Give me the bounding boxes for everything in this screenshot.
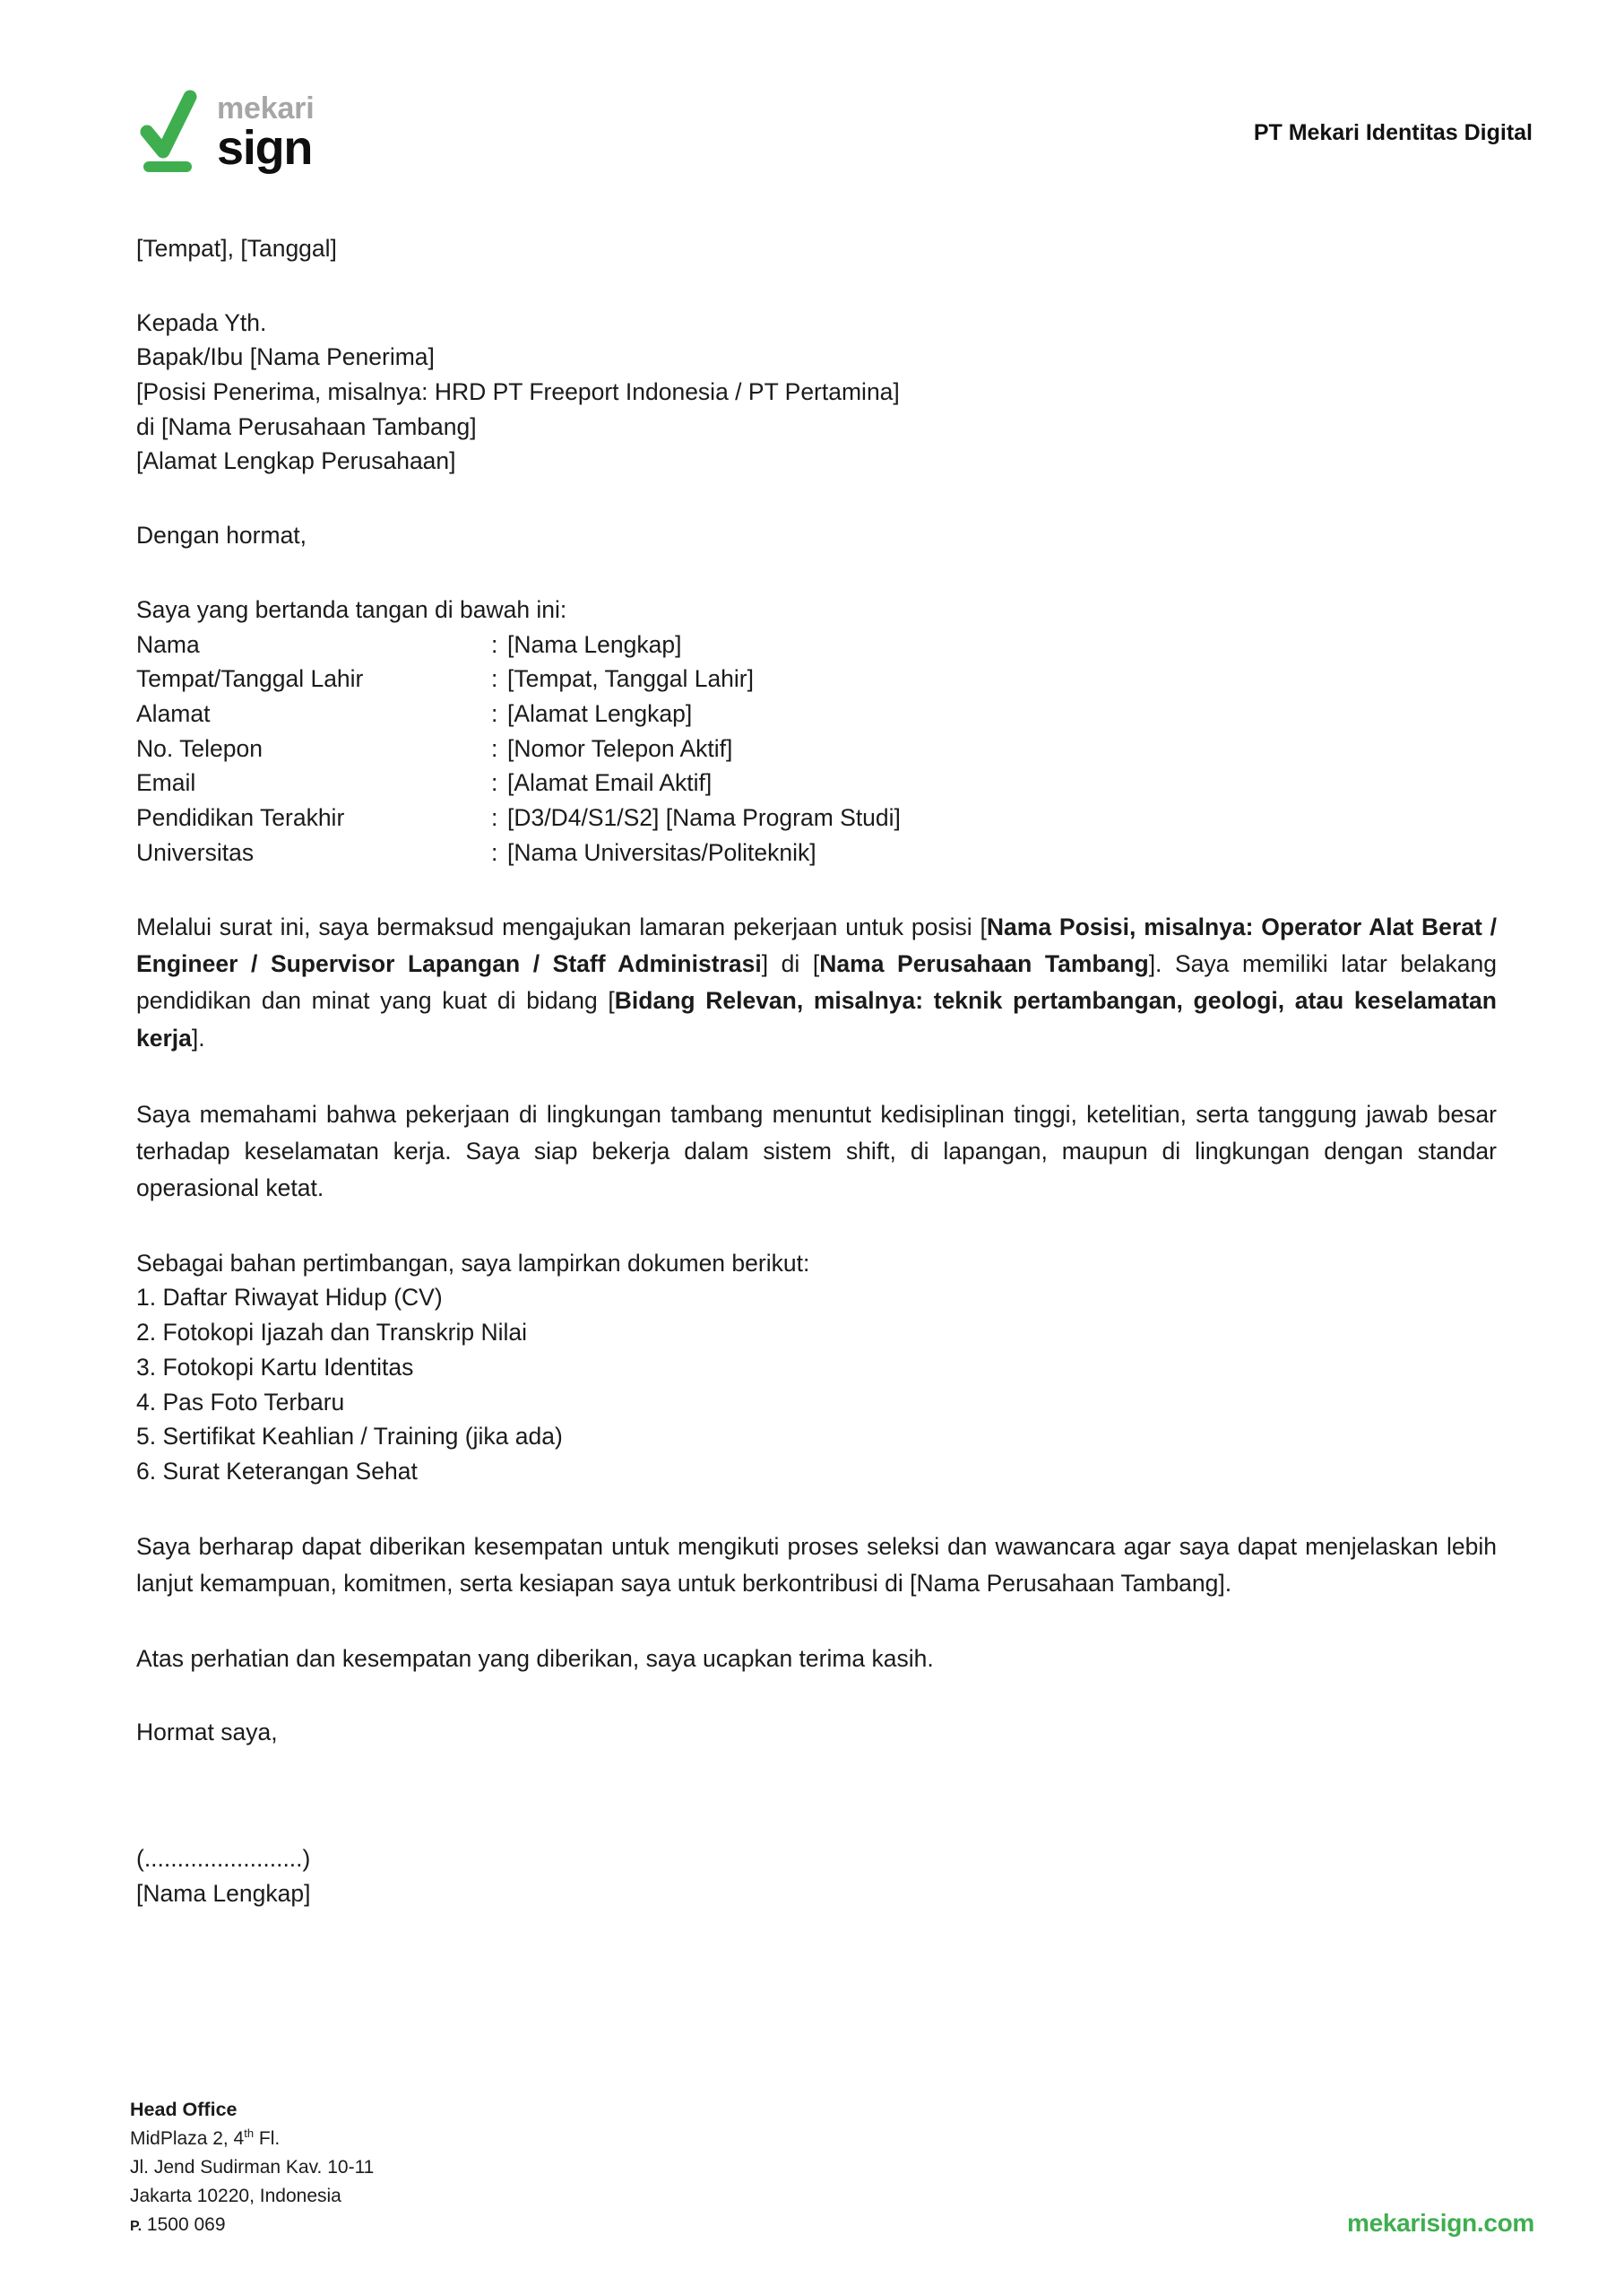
identity-label: Universitas	[136, 838, 255, 866]
identity-value: [Nomor Telepon Aktif]	[507, 734, 733, 762]
signature-name: [Nama Lengkap]	[136, 1879, 311, 1907]
list-item: 4. Pas Foto Terbaru	[136, 1388, 345, 1416]
list-item: 5. Sertifikat Keahlian / Training (jika ada)	[136, 1423, 563, 1451]
identity-value: [Nama Lengkap]	[507, 630, 682, 658]
identity-value: [Alamat Email Aktif]	[507, 769, 713, 797]
spacer	[136, 1676, 1497, 1715]
list-item: 6. Surat Keterangan Sehat	[136, 1457, 418, 1485]
footer-address-line-3: Jakarta 10220, Indonesia	[130, 2186, 341, 2207]
para1-part2: ] di [	[761, 950, 820, 978]
footer-address-block	[130, 2095, 374, 2239]
table-row	[136, 801, 901, 836]
greeting-line: Dengan hormat,	[136, 522, 307, 550]
place-date-line: [Tempat], [Tanggal]	[136, 235, 337, 262]
spacer	[136, 266, 1497, 306]
table-row	[136, 628, 901, 663]
paragraph-understanding: Saya memahami bahwa pekerjaan di lingkungan tambang menuntut kedisiplinan tinggi, ketelitian, serta tanggung jawab besar terhadap keselamatan kerja. Saya siap bekerja dalam sistem shift, di lapangan, maupun di lingkungan dengan standar operasional ketat.	[136, 1100, 1497, 1201]
identity-value: [Tempat, Tanggal Lahir]	[507, 665, 754, 693]
recipient-name: Bapak/Ibu [Nama Penerima]	[136, 343, 435, 371]
letter-body	[136, 231, 1497, 1910]
logo-word-mekari: mekari	[217, 91, 315, 126]
table-row	[136, 766, 901, 801]
paragraph-hope: Saya berharap dapat diberikan kesempatan untuk mengikuti proses seleksi dan wawancara agar saya dapat menjelaskan lebih lanjut kemampuan, komitmen, serta kesiapan saya untuk berkontribusi di [Nama Perusahaan Tambang].	[136, 1532, 1497, 1597]
identity-label: No. Telepon	[136, 734, 263, 762]
logo-word-sign: sign	[217, 121, 313, 176]
recipient-position: [Posisi Penerima, misalnya: HRD PT Freeport Indonesia / PT Pertamina]	[136, 378, 900, 406]
list-item: 2. Fotokopi Ijazah dan Transkrip Nilai	[136, 1319, 527, 1347]
spacer	[136, 1489, 1497, 1529]
recipient-company: di [Nama Perusahaan Tambang]	[136, 412, 477, 440]
list-item: 1. Daftar Riwayat Hidup (CV)	[136, 1284, 443, 1312]
identity-value: [Alamat Lengkap]	[507, 699, 693, 727]
para1-bold3: Bidang Relevan, misalnya: teknik pertambangan, geologi, atau keselamatan kerja	[136, 987, 1497, 1052]
spacer	[136, 479, 1497, 518]
para1-bold1: Nama Posisi, misalnya: Operator Alat Berat / Engineer / Supervisor Lapangan / Staff Administrasi	[136, 914, 1497, 978]
recipient-address: [Alamat Lengkap Perusahaan]	[136, 447, 456, 475]
para1-part4: ].	[191, 1024, 205, 1052]
paragraph-thanks: Atas perhatian dan kesempatan yang diberikan, saya ucapkan terima kasih.	[136, 1644, 934, 1672]
identity-label: Tempat/Tanggal Lahir	[136, 665, 364, 693]
identity-label: Alamat	[136, 699, 211, 727]
table-row	[136, 697, 901, 732]
identity-separator: :	[491, 665, 498, 693]
footer-addr1-sup: th	[244, 2126, 255, 2141]
footer-phone-number: 1500 069	[146, 2214, 226, 2236]
para1-part1: Melalui surat ini, saya bermaksud mengajukan lamaran pekerjaan untuk posisi [	[136, 914, 987, 941]
identity-separator: :	[491, 630, 498, 658]
attachments-list	[136, 1280, 1497, 1488]
identity-separator: :	[491, 699, 498, 727]
footer-phone-prefix: P.	[130, 2219, 143, 2235]
identity-separator: :	[491, 803, 498, 831]
document-header	[136, 79, 1534, 186]
table-row	[136, 732, 901, 766]
identity-table	[136, 628, 901, 870]
identity-label: Nama	[136, 630, 200, 658]
identity-label: Pendidikan Terakhir	[136, 803, 345, 831]
footer-addr1-post: Fl.	[254, 2128, 281, 2150]
identity-value: [D3/D4/S1/S2] [Nama Program Studi]	[507, 803, 901, 831]
recipient-block	[136, 306, 1497, 479]
check-icon	[136, 90, 203, 176]
identity-separator: :	[491, 838, 498, 866]
list-item: 3. Fotokopi Kartu Identitas	[136, 1353, 414, 1381]
para1-bold2: Nama Perusahaan Tambang	[819, 950, 1149, 978]
identity-intro: Saya yang bertanda tangan di bawah ini:	[136, 595, 567, 623]
recipient-salutation: Kepada Yth.	[136, 308, 267, 336]
signature-dots: (........................)	[136, 1845, 311, 1873]
footer-address-line-2: Jl. Jend Sudirman Kav. 10-11	[130, 2157, 375, 2178]
footer-addr1-pre: MidPlaza 2, 4	[130, 2128, 245, 2150]
identity-value: [Nama Universitas/Politeknik]	[507, 838, 816, 866]
identity-separator: :	[491, 734, 498, 762]
table-row	[136, 836, 901, 870]
closing-line: Hormat saya,	[136, 1719, 278, 1746]
spacer	[136, 1602, 1497, 1641]
mekari-sign-logo	[136, 90, 314, 176]
identity-separator: :	[491, 769, 498, 797]
footer-website-link[interactable]: mekarisign.com	[1347, 2209, 1534, 2237]
para1-part3: ]. Saya memiliki latar belakang pendidikan dan minat yang kuat di bidang [	[136, 950, 1498, 1015]
attachments-intro: Sebagai bahan pertimbangan, saya lampirkan dokumen berikut:	[136, 1249, 810, 1277]
footer-phone	[130, 2211, 374, 2239]
logo-wordmark	[217, 91, 315, 176]
signature-space	[136, 1750, 1497, 1841]
spacer	[136, 1207, 1497, 1246]
table-row	[136, 662, 901, 697]
identity-label: Email	[136, 769, 196, 797]
footer-address-line-1	[130, 2125, 374, 2153]
paragraph-application	[136, 909, 1497, 1056]
spacer	[136, 1057, 1497, 1096]
spacer	[136, 870, 1497, 909]
header-company-name: PT Mekari Identitas Digital	[1253, 119, 1533, 145]
document-footer	[130, 2095, 1534, 2239]
footer-office-title: Head Office	[130, 2098, 238, 2120]
spacer	[136, 553, 1497, 593]
